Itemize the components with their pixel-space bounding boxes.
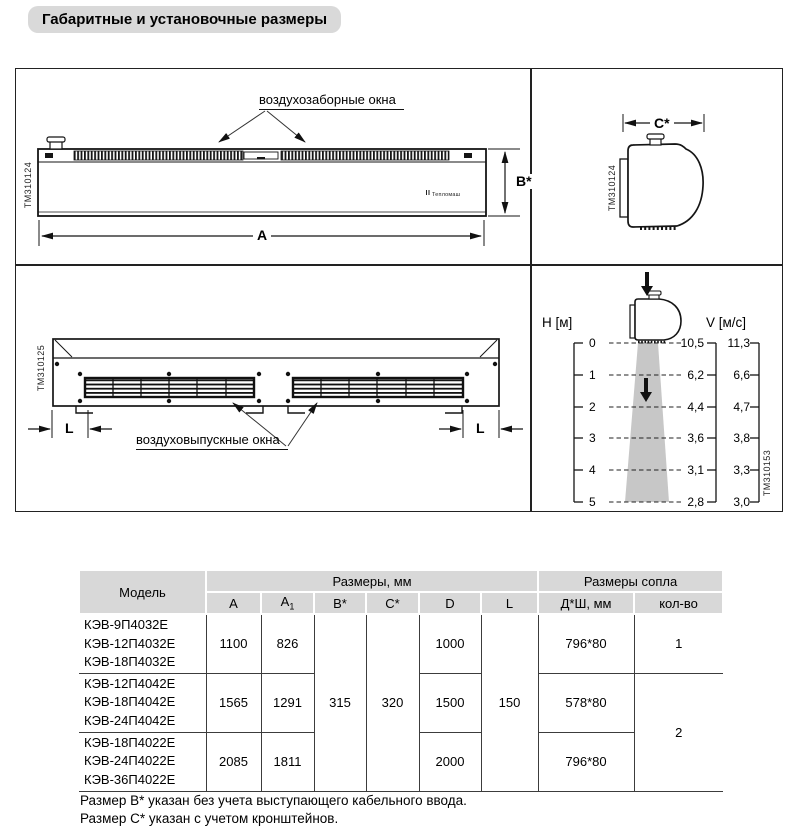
footnote-b: Размер В* указан без учета выступающего кабельного ввода.: [80, 793, 467, 808]
col-header-nozzle-size: Д*Ш, мм: [538, 592, 634, 614]
v1-value: 3,6: [687, 431, 704, 445]
v2-value: 3,3: [733, 463, 750, 477]
model-cell: [79, 732, 206, 791]
model-name: КЭВ-36П4022Е: [84, 771, 176, 787]
footnotes: [80, 792, 467, 828]
dim-l-right-label: L: [472, 421, 489, 436]
v2-value: 11,3: [727, 336, 750, 350]
v2-value: 6,6: [733, 368, 750, 382]
page-title: Габаритные и установочные размеры: [28, 6, 341, 33]
brand-logo: [426, 190, 460, 198]
col-header-nozzle-qty: кол-во: [634, 592, 723, 614]
dim-l-left-label: L: [61, 421, 78, 436]
value-d: 1500: [419, 673, 481, 732]
model-cell: [79, 673, 206, 732]
model-name: КЭВ-12П4032Е: [84, 635, 176, 651]
value-a1: 826: [261, 614, 314, 673]
v1-value: 6,2: [687, 368, 704, 382]
v2-value: 3,8: [733, 431, 750, 445]
value-a: 2085: [206, 732, 261, 791]
col-header-a1-base: A: [280, 594, 290, 610]
v1-value: 10,5: [680, 336, 704, 350]
value-a: 1565: [206, 673, 261, 732]
h-tick: 1: [589, 368, 596, 382]
h-tick: 5: [589, 495, 596, 509]
dim-c-label: C*: [650, 116, 674, 131]
air-jet-cone: [625, 343, 669, 502]
drawing-code-airflow: ТМ310153: [762, 449, 772, 497]
bottom-view-linework: [16, 266, 530, 510]
drawing-code-front: ТМ310124: [23, 161, 33, 209]
side-view-panel: [532, 69, 780, 264]
col-header-b: B*: [314, 592, 366, 614]
value-d: 2000: [419, 732, 481, 791]
intake-windows-label: воздухозаборные окна: [259, 92, 404, 110]
v2-value: 3,0: [733, 495, 750, 509]
dimensions-table: [78, 569, 724, 792]
value-nozzle: 796*80: [538, 732, 634, 791]
value-b-merged: 315: [314, 614, 366, 791]
col-header-a1-sub: 1: [289, 601, 295, 612]
drawing-code-side: ТМ310124: [607, 164, 617, 212]
col-header-d: D: [419, 592, 481, 614]
model-name: КЭВ-9П4032Е: [84, 617, 169, 632]
height-axis-label: H [м]: [542, 315, 573, 330]
v1-value: 2,8: [687, 495, 704, 509]
dim-b-label: B*: [512, 174, 536, 189]
front-view-panel: [16, 69, 530, 264]
col-header-c: C*: [366, 592, 419, 614]
value-d: 1000: [419, 614, 481, 673]
model-name: КЭВ-24П4042Е: [84, 712, 176, 728]
model-name: КЭВ-24П4022Е: [84, 753, 176, 769]
value-a1: 1291: [261, 673, 314, 732]
value-a: 1100: [206, 614, 261, 673]
model-name: КЭВ-12П4042Е: [84, 675, 176, 691]
airflow-chart-panel: [532, 266, 780, 510]
model-cell: [79, 614, 206, 673]
model-name: КЭВ-18П4032Е: [84, 654, 176, 669]
footnote-c: Размер С* указан с учетом кронштейнов.: [80, 811, 339, 826]
drawing-code-bottom: ТМ310125: [36, 344, 46, 392]
side-view-linework: [532, 69, 780, 264]
col-header-a1: [261, 592, 314, 614]
value-nozzle: 796*80: [538, 614, 634, 673]
v2-value: 4,7: [733, 400, 750, 414]
v1-value: 4,4: [687, 400, 704, 414]
velocity-axis-label: V [м/с]: [706, 315, 747, 330]
table-row-group-1: [79, 614, 723, 673]
table-header-row-1: [79, 570, 723, 592]
col-header-a: A: [206, 592, 261, 614]
h-tick: 0: [589, 336, 596, 350]
col-header-l: L: [481, 592, 538, 614]
figure-frame: [15, 68, 783, 512]
brand-flame-icon: [426, 190, 431, 195]
h-tick: 4: [589, 463, 596, 477]
bottom-view-panel: [16, 266, 530, 510]
value-c-merged: 320: [366, 614, 419, 791]
brand-name: Тепломаш: [432, 192, 461, 198]
h-tick: 3: [589, 431, 596, 445]
value-qty-merged: 2: [634, 673, 723, 791]
col-group-sizes: Размеры, мм: [206, 570, 538, 592]
v1-value: 3,1: [687, 463, 704, 477]
dim-a-label: A: [253, 228, 271, 243]
model-name: КЭВ-18П4022Е: [84, 734, 176, 750]
model-name: КЭВ-18П4042Е: [84, 694, 176, 710]
value-nozzle: 578*80: [538, 673, 634, 732]
h-tick: 2: [589, 400, 596, 414]
value-a1: 1811: [261, 732, 314, 791]
outlet-windows-label: воздуховыпускные окна: [136, 432, 288, 450]
col-group-nozzle: Размеры сопла: [538, 570, 723, 592]
col-header-model: Модель: [79, 570, 206, 614]
value-qty: 1: [634, 614, 723, 673]
value-l-merged: 150: [481, 614, 538, 791]
